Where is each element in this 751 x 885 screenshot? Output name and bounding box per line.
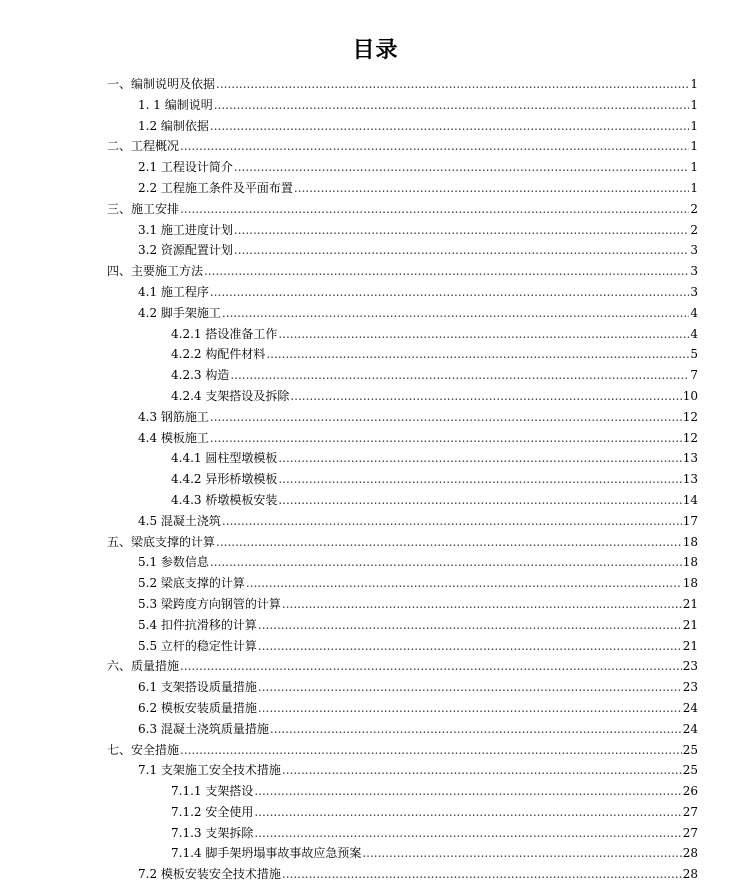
toc-entry[interactable] <box>0 802 751 823</box>
toc-entry-page-number: 1 <box>690 180 698 195</box>
toc-entry[interactable] <box>0 116 751 137</box>
toc-entry-label: 四、主要施工方法 <box>107 264 204 279</box>
toc-entry[interactable] <box>0 428 751 449</box>
toc-entry[interactable] <box>0 490 751 511</box>
toc-entry-label: 7.1.3 支架拆除 <box>171 825 254 840</box>
toc-entry-page-number: 21 <box>682 638 698 653</box>
toc-entry[interactable] <box>0 74 751 95</box>
toc-entry-page-number: 21 <box>682 617 698 632</box>
toc-entry-page-number: 2 <box>690 201 698 216</box>
toc-entry-label: 5.2 梁底支撑的计算 <box>138 576 245 591</box>
toc-entry[interactable] <box>0 178 751 199</box>
toc-entry-page-number: 28 <box>682 867 698 882</box>
toc-entry-page-number: 1 <box>690 160 698 175</box>
toc-entry[interactable] <box>0 157 751 178</box>
toc-entry-label: 5.5 立杆的稳定性计算 <box>138 638 257 653</box>
toc-entry-page-number: 5 <box>690 347 698 362</box>
toc-entry-page-number: 3 <box>690 284 698 299</box>
toc-entry-label: 4.2.3 构造 <box>171 368 230 383</box>
table-of-contents <box>0 74 751 885</box>
toc-entry-page-number: 18 <box>682 534 698 549</box>
toc-dot-leader <box>290 386 681 407</box>
toc-dot-leader <box>254 802 681 823</box>
toc-entry-label: 4.2 脚手架施工 <box>138 305 221 320</box>
toc-entry[interactable] <box>0 864 751 885</box>
toc-entry-label: 4.4.3 桥墩模板安装 <box>171 492 278 507</box>
toc-entry-page-number: 1 <box>690 77 698 91</box>
toc-entry[interactable] <box>0 303 751 324</box>
toc-entry-label: 5.3 梁跨度方向钢管的计算 <box>138 596 281 611</box>
toc-dot-leader <box>282 760 682 781</box>
toc-entry-page-number: 10 <box>682 388 698 403</box>
toc-dot-leader <box>210 552 682 573</box>
toc-entry[interactable] <box>0 636 751 657</box>
toc-entry-label: 4.3 钢筋施工 <box>138 409 209 424</box>
toc-entry-page-number: 21 <box>682 596 698 611</box>
toc-entry-label: 3.1 施工进度计划 <box>138 222 233 237</box>
toc-entry-page-number: 28 <box>682 846 698 861</box>
toc-entry-label: 三、施工安排 <box>107 201 180 216</box>
toc-entry-page-number: 3 <box>690 243 698 258</box>
toc-entry[interactable] <box>0 677 751 698</box>
toc-entry[interactable] <box>0 220 751 241</box>
toc-entry-label: 7.1 支架施工安全技术措施 <box>138 763 281 778</box>
toc-entry-page-number: 27 <box>682 804 698 819</box>
toc-entry-label: 4.1 施工程序 <box>138 284 209 299</box>
toc-entry-page-number: 26 <box>682 784 698 799</box>
toc-dot-leader <box>222 303 689 324</box>
toc-dot-leader <box>362 843 681 864</box>
toc-dot-leader <box>214 95 690 116</box>
toc-dot-leader <box>270 719 682 740</box>
toc-entry[interactable] <box>0 656 751 677</box>
toc-dot-leader <box>210 116 689 137</box>
toc-entry[interactable] <box>0 240 751 261</box>
toc-entry-page-number: 12 <box>682 430 698 445</box>
toc-dot-leader <box>210 282 689 303</box>
toc-entry-label: 3.2 资源配置计划 <box>138 243 233 258</box>
toc-entry-page-number: 18 <box>682 555 698 570</box>
toc-entry[interactable] <box>0 386 751 407</box>
toc-entry[interactable] <box>0 407 751 428</box>
toc-entry-label: 4.4.1 圆柱型墩模板 <box>171 451 278 466</box>
toc-entry[interactable] <box>0 698 751 719</box>
toc-dot-leader <box>246 573 682 594</box>
toc-entry-label: 4.4.2 异形桥墩模板 <box>171 472 278 487</box>
toc-entry-page-number: 23 <box>682 680 698 695</box>
toc-entry-page-number: 14 <box>682 492 698 507</box>
toc-entry-page-number: 13 <box>682 472 698 487</box>
toc-entry-label: 7.2 模板安装安全技术措施 <box>138 867 281 882</box>
toc-entry-page-number: 4 <box>690 305 698 320</box>
toc-dot-leader <box>180 199 689 220</box>
toc-dot-leader <box>278 324 689 345</box>
toc-entry-page-number: 7 <box>690 368 698 383</box>
toc-entry[interactable] <box>0 719 751 740</box>
toc-entry-label: 7.1.1 支架搭设 <box>171 784 254 799</box>
toc-entry[interactable] <box>0 532 751 553</box>
toc-entry-label: 2.1 工程设计简介 <box>138 160 233 175</box>
toc-entry[interactable] <box>0 760 751 781</box>
toc-entry-label: 4.2.2 构配件材料 <box>171 347 266 362</box>
toc-entry-label: 六、质量措施 <box>107 659 180 674</box>
toc-entry-label: 4.2.1 搭设准备工作 <box>171 326 278 341</box>
toc-entry-page-number: 27 <box>682 825 698 840</box>
toc-entry[interactable] <box>0 199 751 220</box>
toc-entry-label: 5.1 参数信息 <box>138 555 209 570</box>
toc-dot-leader <box>278 490 681 511</box>
toc-entry-page-number: 25 <box>682 742 698 757</box>
toc-dot-leader <box>234 220 689 241</box>
toc-dot-leader <box>266 344 689 365</box>
toc-dot-leader <box>278 448 681 469</box>
toc-dot-leader <box>258 636 682 657</box>
toc-entry-page-number: 17 <box>682 513 698 528</box>
toc-dot-leader <box>282 594 682 615</box>
toc-entry-page-number: 12 <box>682 409 698 424</box>
toc-dot-leader <box>216 532 682 553</box>
toc-entry-label: 4.2.4 支架搭设及拆除 <box>171 388 290 403</box>
toc-dot-leader <box>180 740 682 761</box>
toc-dot-leader <box>258 698 682 719</box>
toc-dot-leader <box>180 136 689 157</box>
toc-entry-label: 2.2 工程施工条件及平面布置 <box>138 180 293 195</box>
toc-entry[interactable] <box>0 344 751 365</box>
toc-entry[interactable] <box>0 823 751 844</box>
toc-entry-label: 7.1.4 脚手架坍塌事故事故应急预案 <box>171 846 362 861</box>
toc-dot-leader <box>204 261 689 282</box>
toc-entry[interactable] <box>0 261 751 282</box>
toc-dot-leader <box>234 157 689 178</box>
toc-entry-page-number: 25 <box>682 763 698 778</box>
toc-entry-label: 4.4 模板施工 <box>138 430 209 445</box>
toc-entry-page-number: 4 <box>690 326 698 341</box>
toc-entry-page-number: 2 <box>690 222 698 237</box>
toc-dot-leader <box>230 365 689 386</box>
toc-dot-leader <box>180 656 682 677</box>
toc-entry-label: 七、安全措施 <box>107 742 180 757</box>
toc-entry-label: 6.2 模板安装质量措施 <box>138 700 257 715</box>
toc-entry-page-number: 13 <box>682 451 698 466</box>
toc-entry-label: 1. 1 编制说明 <box>138 97 213 112</box>
toc-entry-label: 6.3 混凝土浇筑质量措施 <box>138 721 269 736</box>
toc-entry-label: 7.1.2 安全使用 <box>171 804 254 819</box>
toc-entry-page-number: 1 <box>690 97 698 112</box>
toc-entry-page-number: 23 <box>682 659 698 674</box>
toc-entry-label: 二、工程概况 <box>107 139 180 154</box>
toc-entry-label: 1.2 编制依据 <box>138 118 209 133</box>
toc-entry[interactable] <box>0 615 751 636</box>
toc-dot-leader <box>282 864 682 885</box>
toc-dot-leader <box>210 407 682 428</box>
toc-entry[interactable] <box>0 573 751 594</box>
toc-entry[interactable] <box>0 469 751 490</box>
toc-entry[interactable] <box>0 365 751 386</box>
toc-entry-label: 5.4 扣件抗滑移的计算 <box>138 617 257 632</box>
toc-entry[interactable] <box>0 324 751 345</box>
toc-entry-page-number: 24 <box>682 721 698 736</box>
toc-dot-leader <box>258 615 682 636</box>
toc-entry[interactable] <box>0 781 751 802</box>
toc-entry[interactable] <box>0 552 751 573</box>
toc-entry-label: 一、编制说明及依据 <box>107 77 216 91</box>
toc-entry[interactable] <box>0 511 751 532</box>
page-title: 目录 <box>352 38 399 63</box>
toc-entry[interactable] <box>0 740 751 761</box>
toc-dot-leader <box>258 677 682 698</box>
toc-dot-leader <box>222 511 682 532</box>
toc-entry-label: 6.1 支架搭设质量措施 <box>138 680 257 695</box>
toc-entry[interactable] <box>0 843 751 864</box>
toc-entry-page-number: 24 <box>682 700 698 715</box>
toc-entry-page-number: 1 <box>690 118 698 133</box>
toc-entry-label: 五、梁底支撑的计算 <box>107 534 216 549</box>
toc-entry-label: 4.5 混凝土浇筑 <box>138 513 221 528</box>
toc-dot-leader <box>254 823 681 844</box>
toc-dot-leader <box>254 781 681 802</box>
toc-dot-leader <box>216 74 689 95</box>
toc-entry-page-number: 3 <box>690 264 698 279</box>
toc-entry-page-number: 1 <box>690 139 698 154</box>
toc-entry[interactable] <box>0 448 751 469</box>
toc-dot-leader <box>210 428 682 449</box>
toc-entry[interactable] <box>0 95 751 116</box>
toc-dot-leader <box>234 240 689 261</box>
toc-entry[interactable] <box>0 282 751 303</box>
toc-entry-page-number: 18 <box>682 576 698 591</box>
toc-dot-leader <box>278 469 681 490</box>
toc-entry[interactable] <box>0 136 751 157</box>
toc-dot-leader <box>294 178 689 199</box>
toc-entry[interactable] <box>0 594 751 615</box>
